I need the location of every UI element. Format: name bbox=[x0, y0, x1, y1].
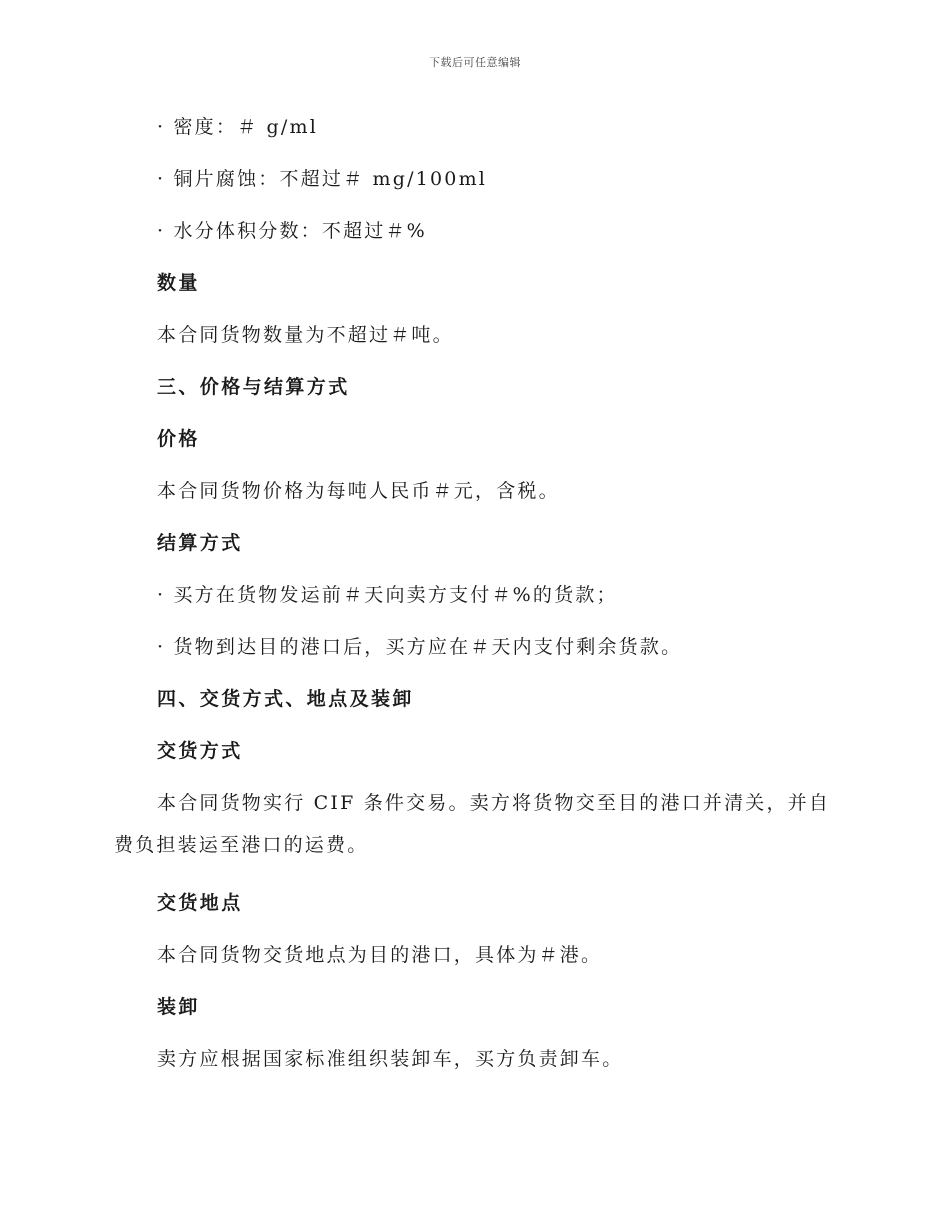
heading-loading-unloading: 装卸 bbox=[157, 996, 200, 1018]
para-delivery-method: 本合同货物实行 CIF 条件交易。卖方将货物交至目的港口并清关，并自费负担装运至港口的运费。 bbox=[114, 792, 831, 856]
spec-water-content: · 水分体积分数：不超过＃% bbox=[157, 220, 427, 242]
para-loading-unloading: 卖方应根据国家标准组织装卸车，买方负责卸车。 bbox=[157, 1048, 624, 1070]
para-quantity: 本合同货物数量为不超过＃吨。 bbox=[157, 324, 454, 346]
para-price: 本合同货物价格为每吨人民币＃元，含税。 bbox=[157, 480, 560, 502]
page-header: 下载后可任意编辑 bbox=[429, 56, 521, 69]
heading-delivery-location: 交货地点 bbox=[157, 892, 243, 914]
heading-delivery-method: 交货方式 bbox=[157, 740, 243, 762]
section-title-price-settlement: 三、价格与结算方式 bbox=[157, 376, 350, 398]
spec-density: · 密度：＃ g/ml bbox=[157, 116, 318, 138]
spec-copper-corrosion: · 铜片腐蚀：不超过＃ mg/100ml bbox=[157, 168, 488, 190]
para-delivery-location: 本合同货物交货地点为目的港口，具体为＃港。 bbox=[157, 944, 603, 966]
heading-price: 价格 bbox=[157, 428, 200, 450]
settlement-remaining-payment: · 货物到达目的港口后，买方应在＃天内支付剩余货款。 bbox=[157, 636, 683, 658]
settlement-advance-payment: · 买方在货物发运前＃天向卖方支付＃%的货款； bbox=[157, 584, 618, 606]
document-body bbox=[114, 112, 834, 1096]
heading-settlement: 结算方式 bbox=[157, 532, 243, 554]
heading-quantity: 数量 bbox=[157, 272, 200, 294]
section-title-delivery: 四、交货方式、地点及装卸 bbox=[157, 688, 414, 710]
